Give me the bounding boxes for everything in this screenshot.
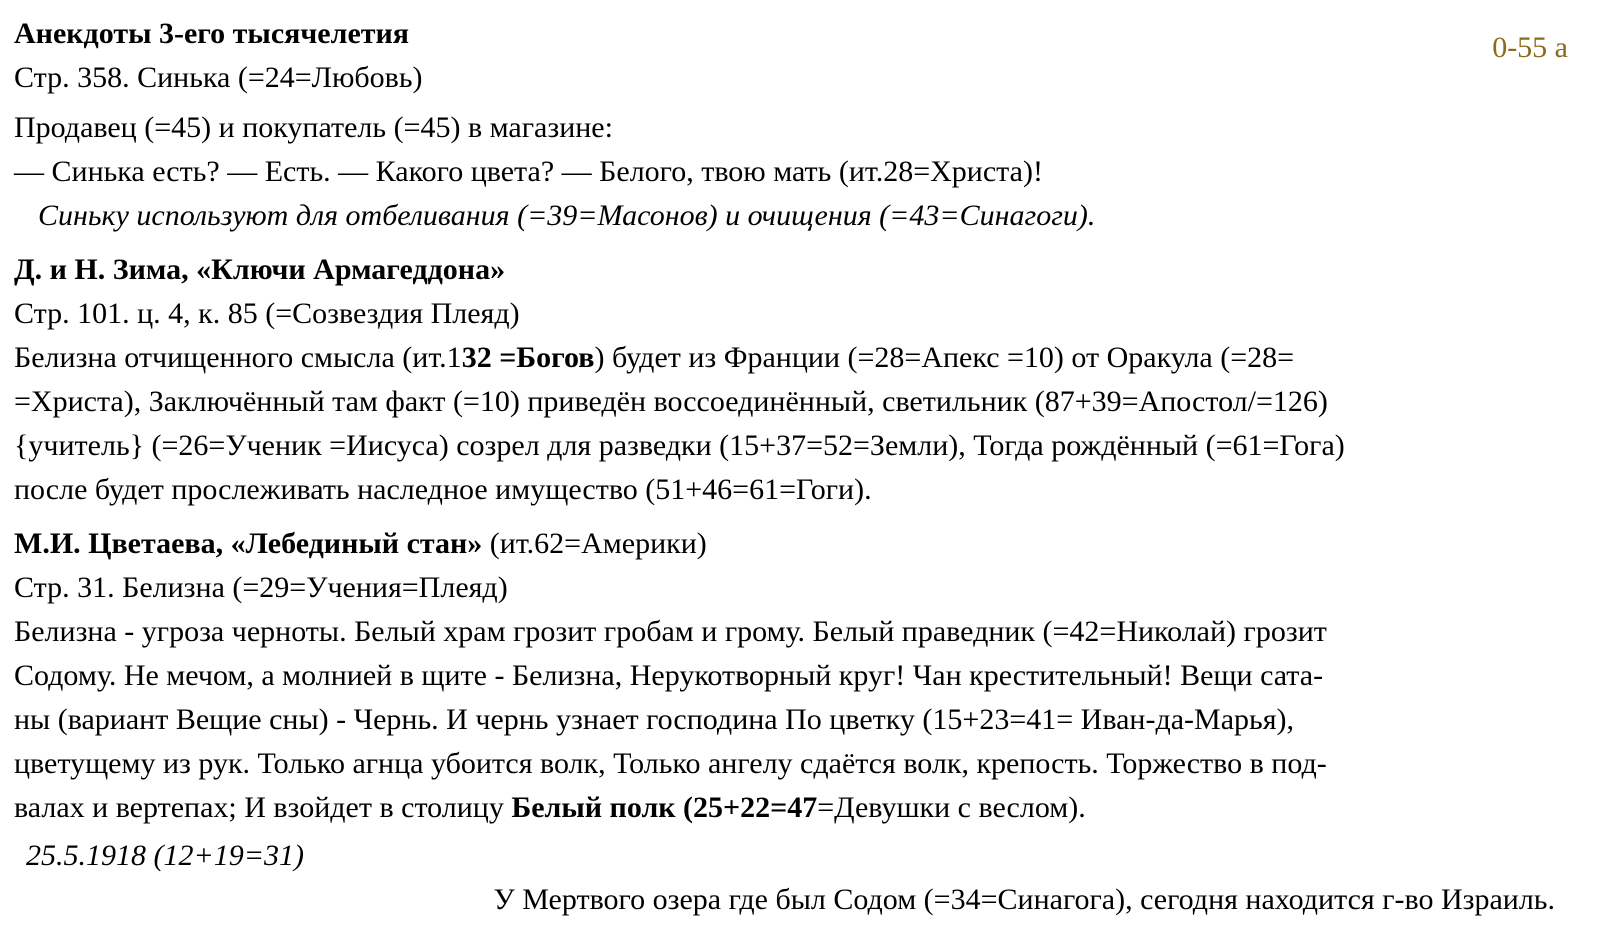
section1-dialogue [14,150,1600,194]
text-line [14,380,1600,424]
text-line [14,878,1555,922]
section3-reference [14,566,1600,610]
section1-note [14,194,1600,238]
text-segment: =Девушки с веслом). [817,791,1086,824]
section1-setup [14,106,1600,150]
text-segment: Стр. 358. Синька (=24=Любовь) [14,61,423,94]
text-segment: Белизна - угроза черноты. Белый храм грозит гробам и грому. Белый праведник (=42=Николай) грозит [14,615,1327,648]
text-line [14,786,1600,830]
section2-paragraph [14,336,1600,512]
text-segment: ) будет из Франции (=28=Апекс =10) от Оракула (=28= [594,341,1295,374]
text-line [14,566,1600,610]
text-line [14,522,1600,566]
text-segment: Белизна отчищенного смысла (ит.1 [14,341,462,374]
text-line [14,610,1600,654]
text-segment: Стр. 101. ц. 4, к. 85 (=Созвездия Плеяд) [14,297,520,330]
text-line [14,424,1600,468]
section2-reference [14,292,1600,336]
text-line [14,292,1600,336]
text-segment: ны (вариант Вещие сны) - Чернь. И чернь узнает господина По цветку (15+23=41= Иван-да-Марья), [14,703,1294,736]
text-segment: У Мертвого озера где был Содом (=34=Синагога), сегодня находится г-во Израиль. [493,883,1555,916]
section2-title [14,248,1600,292]
text-segment: цветущему из рук. Только агнца убоится волк, Только ангелу сдаётся волк, крепость. Торжество в под- [14,747,1327,780]
text-line [14,12,1600,56]
text-line [14,654,1600,698]
text-segment: Белый полк (25+22=47 [511,791,818,824]
section1-reference [14,56,1600,100]
text-segment: М.И. Цветаева, «Лебединый стан» [14,527,483,560]
text-line [14,742,1600,786]
text-line [14,150,1600,194]
text-segment: Д. и Н. Зима, «Ключи Армагеддона» [14,253,506,286]
text-line [14,336,1600,380]
text-segment: Содому. Не мечом, а молнией в щите - Белизна, Нерукотворный круг! Чан крестительный! Вещи сата- [14,659,1324,692]
text-line [14,248,1600,292]
text-segment: Синьку используют для отбеливания (=39=Масонов) и очищения (=43=Синагоги). [38,199,1096,232]
text-line [14,468,1600,512]
text-line [26,834,1600,878]
text-line [14,698,1600,742]
text-line [14,56,1600,100]
text-segment: — Синька есть? — Есть. — Какого цвета? — Белого, твою мать (ит.28=Христа)! [14,155,1043,188]
text-segment: Анекдоты 3-его тысячелетия [14,17,410,50]
text-line [14,106,1600,150]
text-segment: {учитель} (=26=Ученик =Иисуса) созрел для разведки (15+37=52=Земли), Тогда рождённый (=61=Гога) [14,429,1345,462]
text-segment: 32 =Богов [461,341,595,374]
text-segment: Продавец (=45) и покупатель (=45) в магазине: [14,111,613,144]
page-code-label: 0-55 a [1492,31,1568,64]
text-segment: =Христа), Заключённый там факт (=10) приведён воссоединённый, светильник (87+39=Апостол/=126) [14,385,1328,418]
footer-note [14,878,1600,922]
text-segment: Стр. 31. Белизна (=29=Учения=Плеяд) [14,571,508,604]
section3-title [14,522,1600,566]
text-line [38,194,1600,238]
section3-paragraph [14,610,1600,830]
section3-date [14,834,1600,878]
text-segment: 25.5.1918 (12+19=31) [26,839,304,872]
text-segment: (ит.62=Америки) [482,527,707,560]
text-segment: валах и вертепах; И взойдет в столицу [14,791,512,824]
text-segment: после будет прослеживать наследное имущество (51+46=61=Гоги). [14,473,872,506]
section1-title [14,12,1600,56]
